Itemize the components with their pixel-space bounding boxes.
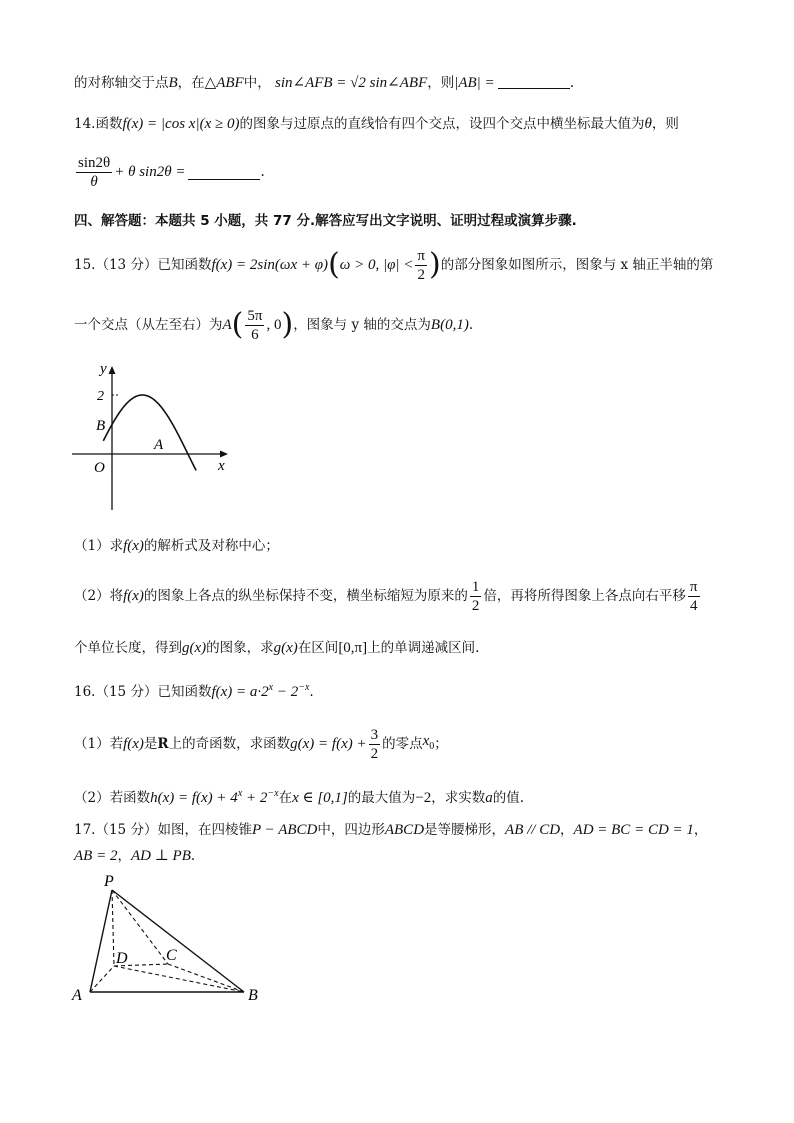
q15-period: . [468, 317, 474, 333]
q14-answer-blank[interactable] [188, 165, 260, 180]
q15-zero: , 0 [266, 317, 282, 333]
q14-text: ，则 [651, 116, 679, 132]
q17-ab: AB = 2 [74, 848, 118, 864]
q17-quad: ABCD [384, 822, 425, 838]
q15-text: 一个交点（从左至右）为 [74, 317, 223, 333]
point-b-label: B [96, 418, 106, 434]
q15-point-a: A [222, 317, 232, 333]
q15-line1 [74, 246, 713, 284]
y-axis-label: y [100, 361, 107, 377]
y-axis-arrow-icon [109, 366, 116, 374]
point-a-label: A [154, 437, 164, 453]
q17-pyramid-figure [68, 868, 278, 1008]
q15-text: 的部分图象如图所示，图象与 x 轴正半轴的第 [440, 257, 714, 273]
q17-parallel: AB // CD [505, 822, 561, 838]
q15-f: f(x) [123, 538, 144, 554]
q15-label: 15.（13 分）已知函数 [74, 257, 212, 273]
q13-triangle: △ABF [204, 75, 244, 91]
x-axis-arrow-icon [220, 451, 228, 458]
q15-function: f(x) = 2sin(ωx + φ) [211, 257, 329, 273]
q16-line1: 16.（15 分）已知函数$f(x) = a\cdot 2^x - 2^{-x}$. [74, 682, 314, 700]
q13-tail-line [74, 73, 574, 93]
origin-label: O [94, 460, 105, 476]
q14-text: 的图象与过原点的直线恰有四个交点，设四个交点中横坐标最大值为 [239, 116, 645, 132]
q13-point-b: B [168, 75, 178, 91]
q15-g: g(x) [182, 640, 207, 656]
q15-five-pi-over-six: $\frac{5\pi}{6}$ [247, 307, 263, 343]
q15-pi-over-2: $\frac{\pi}{2}$ [417, 247, 425, 283]
q15-line2: 一个交点（从左至右）为 A ( $\frac{5\pi}{6}$ , 0 ) ，图象与 y 轴的交点为 B(0,1) . [74, 307, 474, 343]
q15-part2-line2: 个单位长度，得到g(x)的图象，求g(x)在区间[0,π]上的单调递减区间. [74, 640, 480, 656]
x-axis-label: x [218, 458, 225, 474]
label-b: B [248, 987, 258, 1004]
q15-interval: [0,π] [338, 640, 368, 656]
q14-label: 14.函数 [74, 116, 123, 132]
q16-h: $h(x) = f(x) + 4^x + 2^{-x}$ [150, 788, 279, 806]
q16-part2: （2）若函数$h(x) = f(x) + 4^x + 2^{-x}$在x ∈ [0,1]的最大值为−2，求实数a的值. [74, 788, 525, 806]
q16-reals: R [157, 736, 169, 752]
q16-g: g(x) = f(x) + [290, 736, 367, 752]
label-a: A [72, 987, 82, 1004]
q15-paren-left: ( [328, 247, 340, 282]
edge-cb [168, 964, 244, 992]
q13-ab: |AB| = [454, 75, 495, 91]
label-c: C [166, 947, 177, 964]
edge-pb [112, 890, 244, 992]
q15-g: g(x) [273, 640, 298, 656]
q16-three-halves: $\frac{3}{2}$ [370, 726, 379, 762]
label-p: P [104, 873, 114, 890]
q14-frac-num: sin2θ [78, 154, 111, 171]
q15-paren-right: ) [429, 247, 441, 282]
q13-period: . [569, 75, 574, 91]
q17-line1: 17.（15 分）如图，在四棱锥P − ABCD中，四边形ABCD是等腰梯形，AB // CD，AD = BC = CD = 1， [74, 822, 708, 838]
tick-2: 2 [97, 389, 104, 404]
q14-line2 [74, 152, 265, 192]
q14-theta: θ [644, 116, 652, 132]
q15-point-b: B(0,1) [430, 317, 469, 333]
label-d: D [116, 950, 128, 967]
q16-max-value: −2 [415, 790, 432, 806]
q15-condition: ω > 0, |φ| < [339, 257, 414, 273]
q14-expression: + θ sin2θ = [114, 164, 186, 180]
q14-frac-den: θ [90, 173, 98, 190]
q16-part1: （1）若 f(x) 是 R 上的奇函数，求函数 g(x) = f(x) + $\frac{3}{2}$ 的零点 $x_0$ ； [74, 726, 448, 762]
q15-f: f(x) [123, 588, 144, 604]
q15-part2-line1: （2）将 f(x) 的图象上各点的纵坐标保持不变，横坐标缩短为原来的 $\frac{1}{2}$ 倍，再将所得图象上各点向右平移 $\frac{\pi}{4}$ [74, 578, 698, 614]
edge-pd [112, 890, 114, 966]
q13-text: ，在 [177, 75, 205, 91]
q15-half: $\frac{1}{2}$ [471, 578, 480, 614]
q17-equal-sides: AD = BC = CD = 1 [573, 822, 694, 838]
section4-heading: 四、解答题：本题共 5 小题，共 77 分.解答应写出文字说明、证明过程或演算步骤. [74, 213, 577, 229]
q16-a: a [485, 790, 493, 806]
q16-f: f(x) [123, 736, 144, 752]
q17-perp: AD ⊥ PB [130, 848, 191, 864]
q15-text: ，图象与 y 轴的交点为 [293, 317, 431, 333]
q13-condition: sin∠AFB = √2 sin∠ABF [275, 75, 428, 91]
q14-fraction [76, 154, 112, 191]
q13-text: ，则 [427, 75, 455, 91]
q16-x0: $x_0$ [422, 733, 435, 752]
q13-text: 的对称轴交于点 [74, 75, 169, 91]
q16-domain: x ∈ [0,1] [292, 790, 348, 806]
q17-line2: AB = 2，AD ⊥ PB. [74, 848, 196, 864]
q15-sine-graph [70, 360, 240, 520]
q17-pyramid: P − ABCD [251, 822, 318, 838]
q14-line1 [74, 114, 679, 134]
q15-pi-over-4: $\frac{\pi}{4}$ [689, 578, 698, 614]
edge-db [114, 966, 244, 992]
q16-function: $f(x) = a\cdot 2^x - 2^{-x}$ [211, 682, 310, 700]
q14-period: . [260, 164, 265, 180]
q13-text: 中， [243, 75, 271, 91]
q13-answer-blank[interactable] [498, 74, 570, 89]
sine-curve [103, 395, 196, 470]
q15-part1: （1）求f(x)的解析式及对称中心； [74, 538, 279, 554]
edge-pa [90, 890, 112, 992]
edge-ad [90, 966, 114, 992]
q14-function: f(x) = |cos x|(x ≥ 0) [122, 116, 240, 132]
